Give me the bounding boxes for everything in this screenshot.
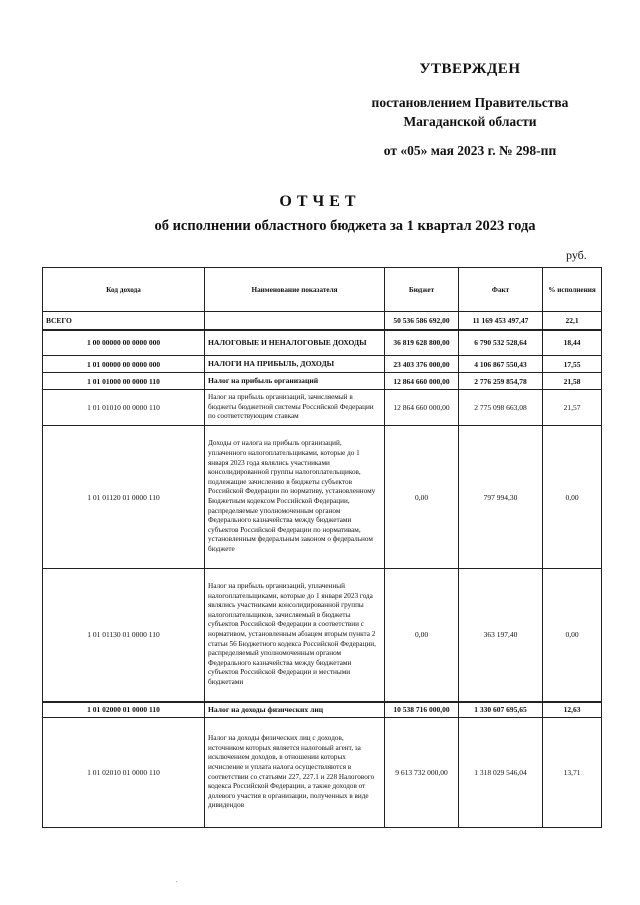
row-name: Налог на прибыль организаций: [205, 373, 385, 390]
table-row: [43, 390, 602, 426]
row-fact: 1 318 029 546,04: [459, 718, 543, 828]
row-code: 1 01 00000 00 0000 000: [43, 356, 205, 373]
row-code: 1 01 01010 00 0000 110: [43, 390, 205, 426]
row-budget: 23 403 376 000,00: [385, 356, 459, 373]
table-row: [43, 373, 602, 390]
row-percent: 18,44: [543, 330, 602, 356]
table-row: [43, 569, 602, 702]
approval-title: УТВЕРЖДЕН: [419, 61, 521, 77]
approval-line-2: Магаданской области: [403, 114, 537, 129]
row-code: 1 01 01000 00 0000 110: [43, 373, 205, 390]
scan-mark: .: [176, 876, 178, 884]
row-percent: 22,1: [543, 312, 602, 330]
row-percent: 0,00: [543, 426, 602, 569]
table-row: [43, 718, 602, 828]
header-fact: Факт: [459, 268, 543, 312]
row-budget: 9 613 732 000,00: [385, 718, 459, 828]
row-budget: 50 536 586 692,00: [385, 312, 459, 330]
header-name: Наименование показателя: [205, 268, 385, 312]
table-row: [43, 330, 602, 356]
row-budget: 12 864 660 000,00: [385, 390, 459, 426]
header-budget: Бюджет: [385, 268, 459, 312]
table-row: [43, 426, 602, 569]
row-budget: 36 819 628 800,00: [385, 330, 459, 356]
row-budget: 0,00: [385, 569, 459, 702]
row-fact: 1 330 607 695,65: [459, 702, 543, 718]
row-percent: 17,55: [543, 356, 602, 373]
row-name: Налог на доходы физических лиц: [205, 702, 385, 718]
row-name: [205, 312, 385, 330]
row-name: Доходы от налога на прибыль организаций, уплаченного налогоплательщиками, которые до 1 января 2023 года являлись участниками консолидированной группы налогоплательщиков, подлежащие зачислению в бюджеты субъектов Российской Федерации по нормативу, установленному Бюджетным кодексом Российской Федерации, распределяемые уполномоченным органом Федерального казначейства между бюджетами субъектов Российской Федерации по нормативам, установленным федеральным законом о федеральном бюджете: [205, 426, 385, 569]
row-fact: 11 169 453 497,47: [459, 312, 543, 330]
row-budget: 0,00: [385, 426, 459, 569]
currency-unit: руб.: [566, 248, 587, 262]
row-name: Налог на доходы физических лиц с доходов, источником которых является налоговый агент, за исключением доходов, в отношении которых исчисление и уплата налога осуществляются в соответствии со статьями 227, 227.1 и 228 Налогового кодекса Российской Федерации, а также доходов от долевого участия в организации, полученных в виде дивидендов: [205, 718, 385, 828]
row-name: Налог на прибыль организаций, уплаченный налогоплательщиками, которые до 1 января 2023 года являлись участниками консолидированной группы налогоплательщиков, зачисляемый в бюджеты субъектов Российской Федерации в соответствии с нормативом, установленным абзацем вторым пункта 2 статьи 56 Бюджетного кодекса Российской Федерации, распределяемый уполномоченным органом Федерального казначейства между бюджетами субъектов Российской Федерации и местными бюджетами: [205, 569, 385, 702]
row-fact: 363 197,40: [459, 569, 543, 702]
approval-line-3: от «05» мая 2023 г. № 298-пп: [383, 143, 557, 158]
report-title: ОТЧЕТ: [279, 193, 361, 210]
table-row: [43, 356, 602, 373]
row-name: Налог на прибыль организаций, зачисляемый в бюджеты бюджетной системы Российской Федерации по соответствующим ставкам: [205, 390, 385, 426]
row-code: 1 01 02000 01 0000 110: [43, 702, 205, 718]
row-budget: 12 864 660 000,00: [385, 373, 459, 390]
row-code: 1 01 02010 01 0000 110: [43, 718, 205, 828]
row-percent: 13,71: [543, 718, 602, 828]
row-fact: 4 106 867 550,43: [459, 356, 543, 373]
row-percent: 0,00: [543, 569, 602, 702]
budget-table: [42, 267, 602, 828]
report-subtitle: об исполнении областного бюджета за 1 квартал 2023 года: [154, 218, 536, 234]
table-row: [43, 702, 602, 718]
row-code: 1 00 00000 00 0000 000: [43, 330, 205, 356]
row-fact: 6 790 532 528,64: [459, 330, 543, 356]
table-header-row: [43, 268, 602, 312]
table-row: [43, 312, 602, 330]
row-percent: 12,63: [543, 702, 602, 718]
approval-stamp: [350, 60, 590, 160]
row-name: НАЛОГИ НА ПРИБЫЛЬ, ДОХОДЫ: [205, 356, 385, 373]
row-code: 1 01 01120 01 0000 110: [43, 426, 205, 569]
row-budget: 10 538 716 000,00: [385, 702, 459, 718]
row-fact: 2 775 098 663,08: [459, 390, 543, 426]
header-code: Код дохода: [43, 268, 205, 312]
row-percent: 21,58: [543, 373, 602, 390]
header-percent: % исполнения: [543, 268, 602, 312]
row-percent: 21,57: [543, 390, 602, 426]
row-fact: 2 776 259 854,78: [459, 373, 543, 390]
row-code: 1 01 01130 01 0000 110: [43, 569, 205, 702]
approval-line-1: постановлением Правительства: [371, 95, 569, 110]
row-code: ВСЕГО: [43, 312, 205, 330]
row-fact: 797 994,30: [459, 426, 543, 569]
row-name: НАЛОГОВЫЕ И НЕНАЛОГОВЫЕ ДОХОДЫ: [205, 330, 385, 356]
